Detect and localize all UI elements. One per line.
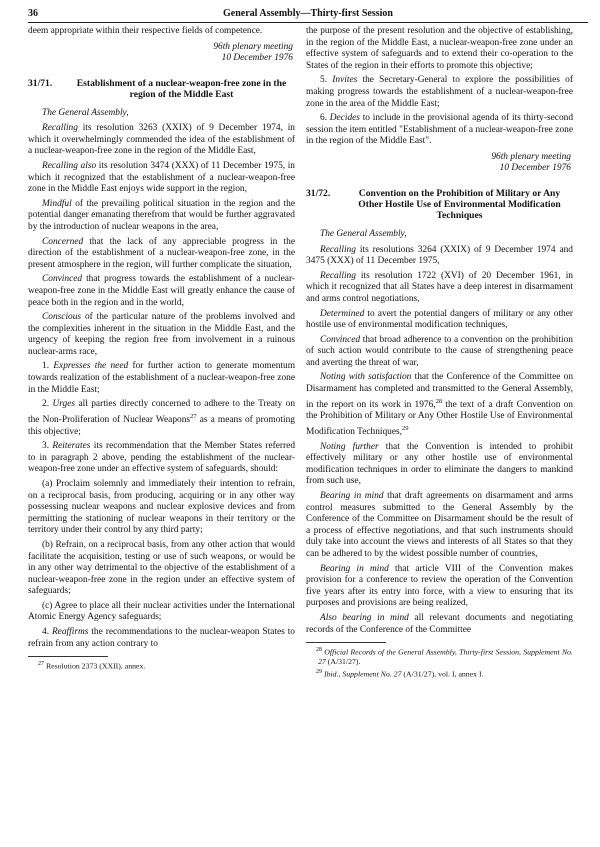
paragraph-text: its recommendation that the Member States referred to in paragraph 2 above, pending the establishment of the nuclear-weapon-free zone under an effective system of safeguards, should: <box>28 441 296 475</box>
paragraph-text: all relevant documents and negotiating records of the Conference of the Committee <box>306 613 573 635</box>
resolution-title: Convention on the Prohibition of Military or Any Other Hostile Use of Environmental Modification Techniques <box>358 187 561 221</box>
preamble-paragraph <box>28 312 295 358</box>
footnote-rule <box>28 656 108 657</box>
paragraph-text: that draft agreements on disarmament and arms control measures submitted to the General Assembly by the Conference of the Committee on Disarmament should be the result of a process of effective negotiations, and that such instruments should duly take into account the views and interests of all States so that they can be adhered to by the widest possible number of countries, <box>306 491 574 560</box>
footnote-citation: Ibid., Supplement No. 27 <box>322 669 402 679</box>
paragraph-text: its resolutions 3264 (XXIX) of 9 December 1974 and 3475 (XXX) of 11 December 1975, <box>306 244 573 267</box>
right-column <box>306 26 573 680</box>
meeting-signature <box>28 42 293 64</box>
preamble-paragraph <box>306 271 573 306</box>
paragraph-number: 1. <box>42 361 50 372</box>
carry-over-paragraph: deem appropriate within their respective fields of competence. <box>28 26 263 36</box>
lead-phrase: Also bearing in mind <box>320 613 409 623</box>
lead-phrase: Recalling also <box>42 160 97 171</box>
paragraph-text: Agree to place all their nuclear activities under the International Atomic Energy Agency safeguards; <box>28 600 295 623</box>
left-column <box>28 26 295 672</box>
carry-over-paragraph: the purpose of the present resolution and the objective of establishing, in the region of the Middle East, a nuclear-weapon-free zone under an effective system of safeguards and to extend their co-operation to the States of the region in their efforts to promote this objective; <box>306 26 573 71</box>
paragraph-text: that progress towards the establishment of a nuclear-weapon-free zone in the Middle East will greatly enhance the cause of peace both in the region and in the world, <box>28 274 295 308</box>
sub-label: (c) <box>42 600 53 611</box>
operative-paragraph <box>28 361 295 396</box>
footnote-citation: Official Records of the General Assembly, Thirty-first Session, Supplement No. 27 <box>318 647 573 667</box>
footnote <box>306 646 573 666</box>
sub-paragraph <box>28 540 295 598</box>
preamble-paragraph <box>306 442 573 488</box>
lead-phrase: Decides <box>329 113 360 124</box>
lead-phrase: Reiterates <box>52 441 91 452</box>
paragraph-text: the recommendations to the nuclear-weapon States to refrain from any action contrary to <box>28 627 295 649</box>
footnote-number: 27 <box>38 661 44 668</box>
paragraph-number: 4. <box>42 627 50 638</box>
lead-phrase: Convinced <box>320 334 361 345</box>
page-number: 36 <box>28 8 38 19</box>
footnote-text: Resolution 2373 (XXII), annex. <box>44 661 146 671</box>
paragraph-text: as a means of promoting this objective; <box>28 414 295 437</box>
paragraph-text: that the lack of any appreciable progress in the direction of the establishment of a nuclear-weapon-free zone, in the present atmosphere in the region, will further complicate the situation, <box>28 236 295 270</box>
lead-phrase: Noting with satisfaction <box>320 372 412 383</box>
header-rule <box>28 22 588 23</box>
sub-label: (b) <box>42 539 53 550</box>
paragraph-text: to avert the potential dangers of military or any other hostile use of environmental modification techniques, <box>306 308 573 331</box>
lead-phrase: Determined <box>320 308 365 319</box>
paragraph-number: 3. <box>42 441 50 452</box>
lead-phrase: Recalling <box>320 270 356 281</box>
preamble-paragraph <box>306 613 573 636</box>
running-title: General Assembly—Thirty-first Session <box>223 8 393 19</box>
footnote-number: 29 <box>316 668 322 675</box>
lead-phrase: Bearing in mind <box>320 491 384 502</box>
general-assembly-label: The General Assembly, <box>320 228 407 239</box>
resolution-heading <box>28 78 295 100</box>
lead-phrase: Recalling <box>42 123 78 134</box>
resolution-number: 31/72. <box>306 187 331 199</box>
footnote-rule <box>306 642 386 643</box>
preamble-paragraph <box>28 237 295 272</box>
lead-phrase: Noting further <box>320 441 379 452</box>
lead-phrase: Urges <box>52 399 76 410</box>
paragraph-number: 5. <box>320 75 328 86</box>
preamble-paragraph <box>306 335 573 370</box>
footnote-ref[interactable]: 29 <box>402 424 409 432</box>
preamble-paragraph <box>28 274 295 309</box>
preamble-paragraph <box>306 245 573 268</box>
general-assembly-label: The General Assembly, <box>42 107 129 118</box>
footnote <box>28 660 295 671</box>
paragraph-text: that the Convention is intended to prohibit effectively military or any other hostile use of environmental modification techniques in order to eliminate the dangers to mankind from such use, <box>306 441 573 487</box>
lead-phrase: Expresses the need <box>53 361 129 372</box>
lead-phrase: Bearing in mind <box>320 563 389 574</box>
preamble-paragraph <box>306 491 573 561</box>
resolution-title: Establishment of a nuclear-weapon-free zone in the region of the Middle East <box>76 77 287 100</box>
paragraph-text: that the Conference of the Committee on Disarmament has completed and transmitted to the General Assembly, in the report on its work in 1976, <box>306 372 574 410</box>
lead-phrase: Conscious <box>42 312 82 323</box>
paragraph-text: Proclaim solemnly and immediately their intention to refrain, on a reciprocal basis, from producing, acquiring or in any other way possessing nuclear weapons and nuclear explosive devices and from permitting the stationing of nuclear weapons in their territory or the territory under their control by any third party; <box>28 478 295 536</box>
operative-paragraph <box>28 441 295 476</box>
paragraph-text: all parties directly concerned to adhere to the Treaty on the Non-Proliferation of Nuclear Weapons <box>28 399 296 425</box>
meeting-signature <box>306 152 571 174</box>
paragraph-text: for further action to generate momentum towards realization of the establishment of a nuclear-weapon-free zone in the Middle East; <box>28 361 296 395</box>
paragraph-number: 6. <box>320 113 328 124</box>
footnote-text: (A/31/27). <box>325 657 361 667</box>
paragraph-text: that article VIII of the Convention makes provision for a conference to review the operation of the Convention five years after its entry into force, with a view to ensuring that its purposes and provisions are being realized, <box>306 563 574 609</box>
paragraph-text: its resolution 3263 (XXIX) of 9 December 1974, in which it overwhelmingly commended the idea of the establishment of a nuclear-weapon-free zone in the region of the Middle East, <box>28 123 295 157</box>
footnote-ref[interactable]: 27 <box>190 412 197 420</box>
resolution-number: 31/71. <box>28 77 53 89</box>
footnote-text: (A/31/27), vol. I, annex I. <box>401 669 484 679</box>
operative-paragraph <box>28 627 295 650</box>
preamble-paragraph <box>306 309 573 332</box>
footnote-number: 28 <box>316 647 322 654</box>
sub-paragraph <box>28 479 295 537</box>
lead-phrase: Recalling <box>320 244 356 255</box>
lead-phrase: Reaffirms <box>51 627 89 638</box>
operative-paragraph <box>306 113 573 148</box>
preamble-paragraph <box>28 199 295 234</box>
meeting-label: 96th plenary meeting <box>213 41 293 52</box>
paragraph-text: the text of a draft Convention on the Prohibition of Military or Any Other Hostile Use of Environmental Modification Techniques, <box>306 399 573 438</box>
paragraph-text: of the prevailing political situation in the region and the potential danger emanating therefrom that would be further aggravated by the introduction of nuclear weapons in the area, <box>28 198 295 232</box>
lead-phrase: Convinced <box>42 274 83 285</box>
paragraph-text: the Secretary-General to explore the possibilities of making progress towards the establishment of a nuclear-weapon-free zone in the area of the Middle East; <box>306 75 573 109</box>
sub-paragraph <box>28 601 295 624</box>
operative-paragraph <box>306 75 573 110</box>
preamble-paragraph <box>306 372 573 438</box>
lead-phrase: Concerned <box>42 236 84 247</box>
meeting-date: 10 December 1976 <box>221 52 293 63</box>
resolution-heading <box>306 188 573 221</box>
paragraph-text: its resolution 1722 (XVI) of 20 December 1961, in which it recognized that all States have a deep interest in disarmament and arms control negotiations, <box>306 270 573 304</box>
paragraph-text: of the particular nature of the problems involved and the complexities inherent in the situation in the Middle East, and the urgency of keeping the region free from involvement in a ruinous nuclear-arms race, <box>28 312 295 357</box>
preamble-paragraph <box>28 161 295 196</box>
paragraph-number: 2. <box>42 399 50 410</box>
meeting-label: 96th plenary meeting <box>491 151 571 162</box>
sub-label: (a) <box>42 478 53 489</box>
page-header <box>28 6 588 22</box>
footnote <box>306 668 573 679</box>
footnote-ref[interactable]: 28 <box>435 397 443 405</box>
operative-paragraph <box>28 399 295 438</box>
paragraph-text: Refrain, on a reciprocal basis, from any other action that would facilitate the acquisition, testing or use of such weapons, or would be in any other way detrimental to the objective of the establishment of a nuclear-weapon-free zone in the region under an effective system of safeguards; <box>28 539 295 597</box>
paragraph-text: its resolution 3474 (XXX) of 11 December 1975, in which it recognized that the establishment of a nuclear-weapon-free zone in the Middle East enjoys wide support in the region, <box>28 160 295 195</box>
paragraph-text: that broad adherence to a convention on the prohibition of such action would contribute to the cause of strengthening peace and averting the threat of war, <box>306 334 573 368</box>
paragraph-text: to include in the provisional agenda of its thirty-second session the item entitled "Establishment of a nuclear-weapon-free zone in the region of the Middle East". <box>306 113 574 147</box>
meeting-date: 10 December 1976 <box>499 162 571 173</box>
lead-phrase: Invites <box>332 75 358 86</box>
preamble-paragraph <box>28 123 295 158</box>
preamble-paragraph <box>306 564 573 610</box>
lead-phrase: Mindful <box>42 198 72 209</box>
